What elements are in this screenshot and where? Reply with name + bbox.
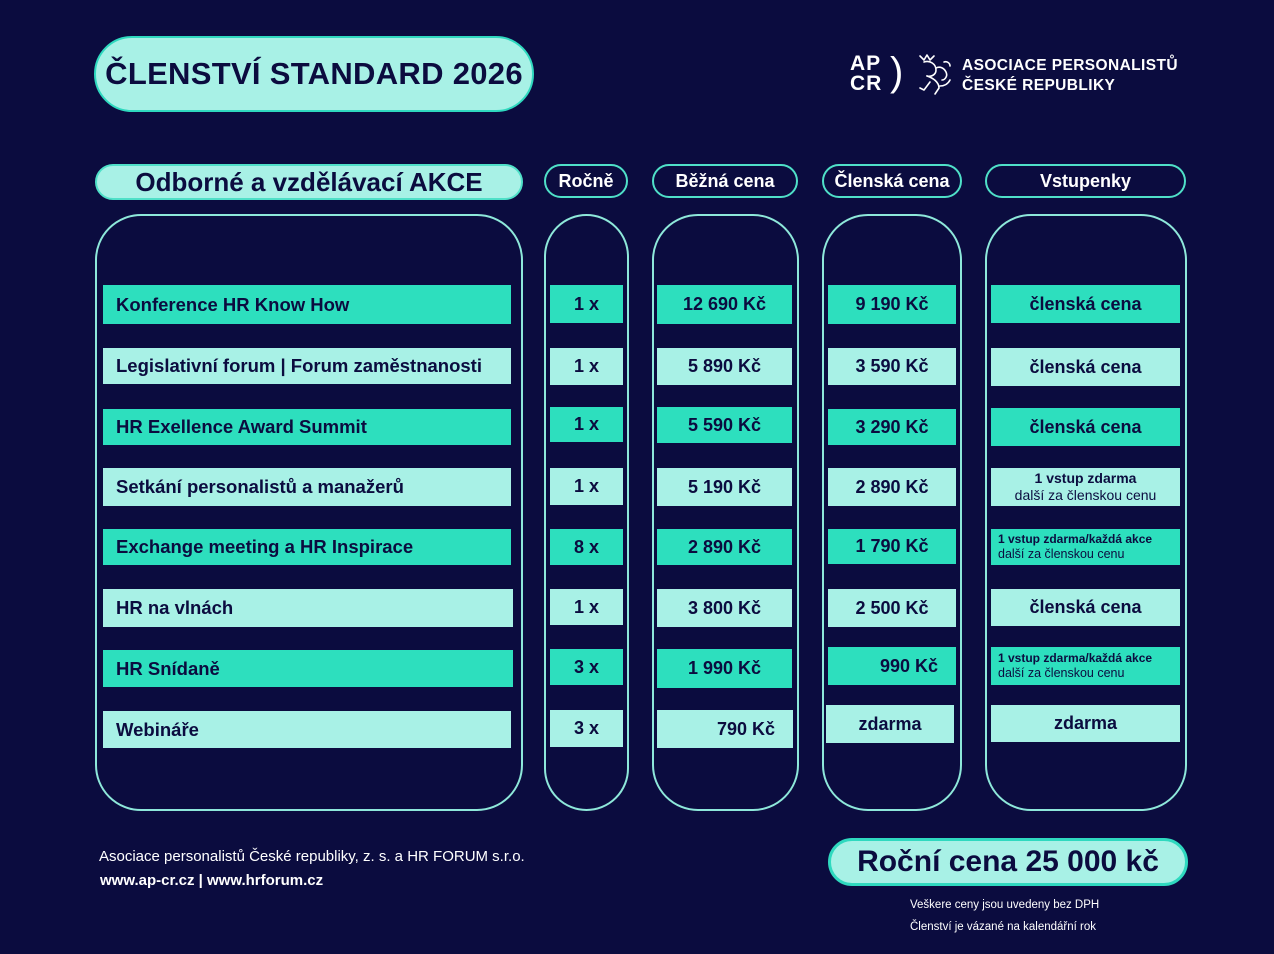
logo-org-line1: ASOCIACE PERSONALISTŮ [962,57,1178,74]
member-price: 2 500 Kč [828,589,956,627]
yearly-count: 3 x [550,710,623,747]
header-member-price: Členská cena [822,164,962,198]
member-price: 2 890 Kč [828,468,956,506]
ticket-line1: 1 vstup zdarma [1034,470,1137,486]
ticket-info: členská cena [991,285,1180,323]
logo-mark [850,54,882,94]
member-price: 3 590 Kč [828,348,956,385]
yearly-count: 1 x [550,407,623,442]
regular-price: 1 990 Kč [657,649,792,688]
ticket-info: zdarma [991,705,1180,742]
ticket-line1: 1 vstup zdarma/každá akce [998,532,1153,546]
event-name: HR Exellence Award Summit [103,409,511,445]
logo-org-name [962,56,1178,96]
regular-price: 5 190 Kč [657,468,792,506]
ticket-line1: 1 vstup zdarma/každá akce [998,651,1153,665]
member-price: 990 Kč [828,647,956,685]
regular-price: 2 890 Kč [657,529,792,565]
regular-price: 5 590 Kč [657,407,792,443]
header-tickets: Vstupenky [985,164,1186,198]
ticket-line2: další za členskou cenu [998,666,1125,680]
event-name: HR Snídaně [103,650,513,687]
yearly-count: 1 x [550,348,623,385]
header-yearly: Ročně [544,164,628,198]
ticket-info [991,647,1180,685]
event-name: Konference HR Know How [103,285,511,324]
ticket-line2: další za členskou cenu [998,547,1125,561]
member-price: 1 790 Kč [828,529,956,564]
ticket-info [991,468,1180,506]
annual-price: Roční cena 25 000 kč [828,838,1188,886]
regular-price: 5 890 Kč [657,348,792,385]
regular-price: 3 800 Kč [657,589,792,627]
header-events: Odborné a vzdělávací AKCE [95,164,523,200]
header-regular-price: Běžná cena [652,164,798,198]
logo-bracket: ) [890,50,904,94]
ticket-info: členská cena [991,408,1180,446]
membership-note: Členství je vázané na kalendářní rok [910,921,1097,933]
regular-price: 790 Kč [657,710,793,748]
yearly-count: 8 x [550,529,623,565]
event-name: Legislativní forum | Forum zaměstnanosti [103,348,511,384]
ticket-line2: další za členskou cenu [1014,487,1157,503]
logo-org-line2: ČESKÉ REPUBLIKY [962,77,1116,94]
event-name: Exchange meeting a HR Inspirace [103,529,511,565]
apcr-logo [850,52,1180,100]
logo-mark-top: AP [850,52,882,75]
ticket-info: členská cena [991,348,1180,386]
yearly-count: 1 x [550,589,623,625]
member-price: 9 190 Kč [828,285,956,324]
company-name: Asociace personalistů České republiky, z. s. a HR FORUM s.r.o. [99,848,525,865]
yearly-count: 3 x [550,649,623,685]
vat-note: Veškere ceny jsou uvedeny bez DPH [910,899,1100,911]
page-title: ČLENSTVÍ STANDARD 2026 [94,36,534,112]
event-name: Setkání personalistů a manažerů [103,468,511,506]
event-name: Webináře [103,711,511,748]
lion-icon [914,52,954,98]
logo-mark-bottom: CR [850,72,883,95]
website-links[interactable]: www.ap-cr.cz | www.hrforum.cz [100,872,324,889]
yearly-count: 1 x [550,468,623,505]
ticket-info [991,529,1180,565]
event-name: HR na vlnách [103,589,513,627]
ticket-info: členská cena [991,589,1180,626]
member-price: zdarma [826,705,954,743]
regular-price: 12 690 Kč [657,285,792,324]
yearly-count: 1 x [550,285,623,323]
member-price: 3 290 Kč [828,409,956,445]
